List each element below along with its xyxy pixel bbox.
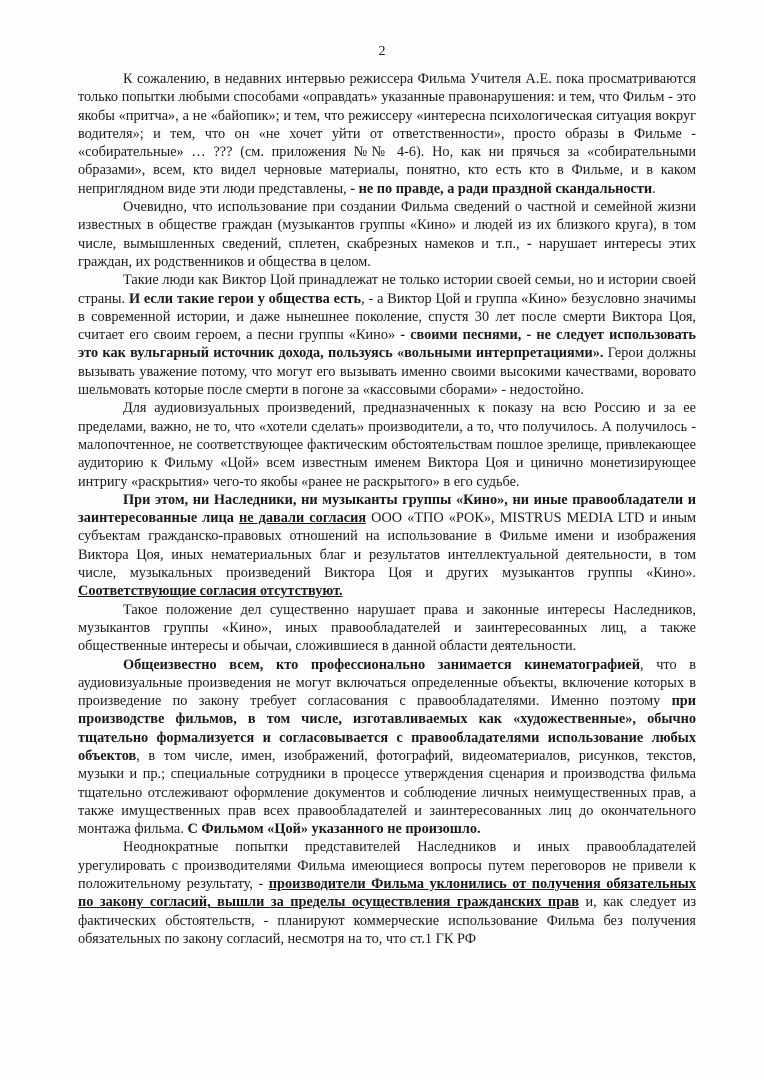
paragraph-negotiations — [78, 838, 696, 948]
text-run: Герои должны вызывать уважение потому, что могут его вызывать именно своими высокими качествами, воровато шельмовать которые после смерти в погоне за «кассовыми сборами» - недостойно. — [78, 345, 696, 399]
text-run: Для аудиовизуальных произведений, предназначенных к показу на всю Россию и за ее пределами, важно, не то, что «хотели сделать» производители, а то, что получилось. А получилось - малопочтенное, не соответствующее фактическим обстоятельствам пошлое зрелище, привлекающее аудиторию к Фильму «Цой» всем известным именем Виктора Цоя и цинично монетизирующее интригу «раскрытия» чего-то якобы «ранее не раскрытого» в его судьбе. — [78, 400, 696, 490]
underlined-text: Соответствующие согласия отсутствуют. — [78, 583, 343, 600]
paragraph-no-consent — [78, 491, 696, 601]
bold-text: И если такие герои у общества есть — [128, 290, 362, 307]
paragraph-cinematography — [78, 656, 696, 839]
paragraph-interviews — [78, 70, 696, 198]
bold-text: При этом, ни Наследники, ни музыканты группы «Кино», ни иные правообладатели и заинтересованные лица — [78, 491, 696, 527]
text-run: нарушает интересы этих граждан, их родственников и общества в целом. — [78, 235, 696, 270]
paragraph-heroes — [78, 271, 696, 399]
text-run: Такие люди как Виктор Цой принадлежат не только истории своей семьи, но и истории своей страны. — [78, 272, 696, 307]
text-run: ООО «ТПО «РОК», MISTRUS MEDIA LTD и иным субъектам гражданско-правовых отношений на использование в Фильме имени и изображения Виктора Цоя, иных нематериальных благ и результатов интеллектуальной деятельности, в том числе, музыкальных произведений Виктора Цоя и других музыкантов группы «Кино». — [78, 510, 697, 582]
paragraph-audiovisual — [78, 399, 696, 490]
bold-text: Общеизвестно всем, кто профессионально занимается кинематографией — [123, 656, 640, 673]
text-run: Неоднократные попытки представителей Наследников и иных правообладателей урегулировать с производителями Фильма имеющиеся вопросы путем переговоров не привели к положительному результату, - — [78, 839, 696, 893]
text-run: и, как следует из фактических обстоятельств, - планируют коммерческие использование Фильма без получения обязательных по закону согласий, несмотря на то, что ст.1 ГК РФ — [78, 894, 696, 947]
document-body — [78, 70, 696, 948]
bold-text: - своими песнями, - не следует использовать это как вульгарный источник дохода, пользуясь «вольными интерпретациями». — [78, 327, 696, 362]
paragraph-violation — [78, 601, 696, 656]
text-run: , в том числе, имен, изображений, фотографий, видеоматериалов, рисунков, текстов, музыки и пр.; специальные сотрудники в процессе утверждения сценария и производства фильма тщательно отслеживают оформление документов и соблюдение личных неимущественных прав, а также имущественных прав всех правообладателей и заинтересованных лиц до окончательного монтажа фильма. — [78, 747, 696, 838]
page-number: 2 — [378, 44, 386, 59]
bold-text: - не по правде, а ради праздной скандальности — [350, 180, 653, 197]
paragraph-private-life — [78, 198, 696, 271]
text-run: , - а Виктор Цой и группа «Кино» безусловно значимы в современной истории, и даже нынешнее поколение, спустя 30 лет после смерти Виктора Цоя, считает его своим героем, а песни группы «Кино» — [78, 290, 696, 344]
text-run: , что в аудиовизуальные произведения не могут включаться определенные объекты, включение которых в произведение по закону требует согласования с правообладателями. Именно поэтому — [78, 656, 696, 710]
text-run: . — [652, 180, 656, 197]
bold-text: - — [526, 235, 532, 252]
underlined-text: производители Фильма уклонились от получения обязательных по закону согласий, вышли за пределы осуществления гражданских прав — [78, 876, 696, 911]
bold-text: С Фильмом «Цой» указанного не произошло. — [187, 821, 481, 838]
text-run: К сожалению, в недавних интервью режиссера Фильма Учителя А.Е. пока просматриваются только попытки любыми способами «оправдать» указанные правонарушения: и тем, что Фильм - это якобы «притча», а не «байопик»; и тем, что режиссеру «интересна психологическая ситуация вокруг водителя»; и тем, что он «не хочет уйти от ответственности», просто образы в Фильме - «собирательные» … ??? (см. приложения №№ 4-6). Но, как ни прячься за «собирательными образами», всем, кто видел черновые материалы, понятно, кто есть кто в Фильме, и в каком неприглядном виде эти люди представлены, — [78, 71, 696, 197]
text-run: Такое положение дел существенно нарушает права и законные интересы Наследников, музыкантов группы «Кино», иных правообладателей и заинтересованных лиц, а также общественные интересы и обычаи, сложившиеся в данной области деятельности. — [78, 601, 696, 655]
text-run: Очевидно, что использование при создании Фильма сведений о частной и семейной жизни известных в обществе граждан (музыкантов группы «Кино» и людей из их близкого круга), в том числе, вымышленных сведений, сплетен, скабрезных намеков и т.п., — [78, 199, 696, 252]
bold-text: при производстве фильмов, в том числе, изготавливаемых как «художественные», обычно тщательно формализуется и согласовывается с правообладателями использование любых объектов — [78, 693, 696, 764]
underlined-text: не давали согласия — [238, 510, 367, 527]
